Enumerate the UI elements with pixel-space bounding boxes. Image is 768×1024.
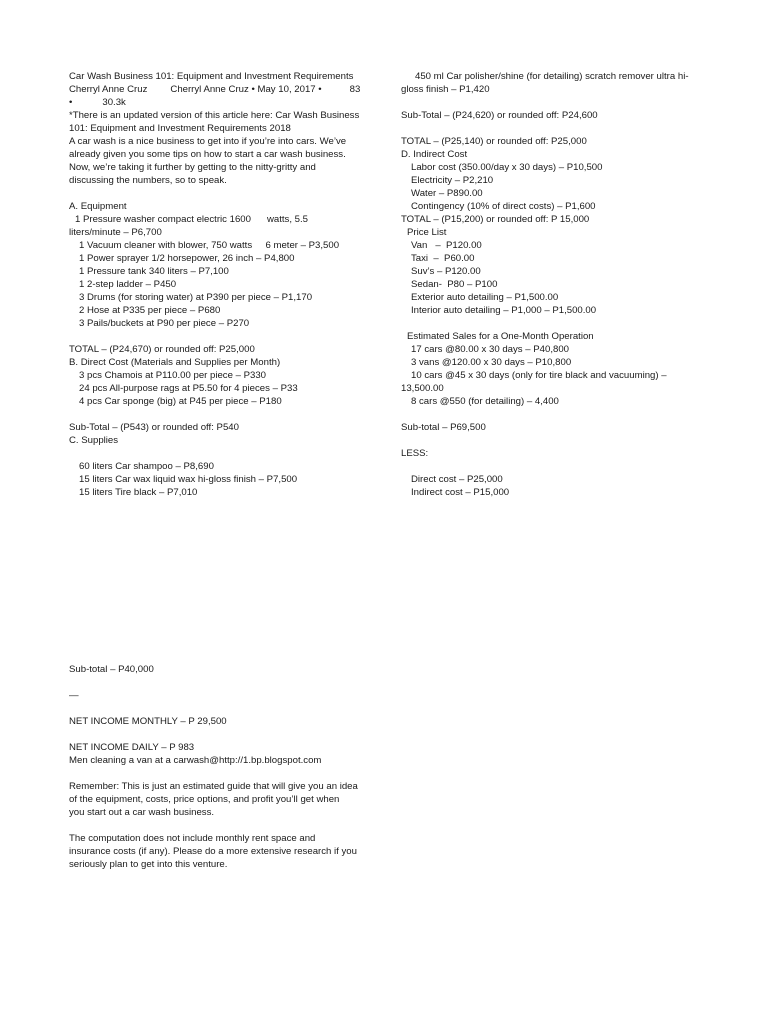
author-name: Cherryl Anne Cruz bbox=[69, 84, 148, 95]
bullet: • bbox=[69, 97, 73, 108]
list-item: 450 ml Car polisher/shine (for detailing) scratch remover ultra hi- bbox=[415, 71, 689, 82]
list-item: gloss finish – P1,420 bbox=[401, 84, 490, 95]
view-count: 30.3k bbox=[102, 97, 126, 108]
article-title: Car Wash Business 101: Equipment and Investment Requirements bbox=[69, 71, 354, 82]
section-heading: B. Direct Cost (Materials and Supplies per Month) bbox=[69, 357, 281, 368]
section-heading: A. Equipment bbox=[69, 201, 127, 212]
subtotal-line: Sub-total – P69,500 bbox=[401, 422, 486, 433]
left-column bbox=[69, 70, 369, 499]
price-item: Taxi – P60.00 bbox=[411, 253, 475, 264]
image-caption: Men cleaning a van at a carwash@http://1.bp.blogspot.com bbox=[69, 755, 322, 766]
list-item: 8 cars @550 (for detailing) – 4,400 bbox=[411, 396, 559, 407]
stats-line bbox=[69, 96, 369, 109]
dash-separator: — bbox=[69, 690, 79, 701]
byline: Cherryl Anne Cruz Cherryl Anne Cruz • May 10, 2017 • 83 bbox=[69, 84, 361, 95]
net-income-daily: NET INCOME DAILY – P 983 bbox=[69, 742, 195, 753]
list-item: 1 2-step ladder – P450 bbox=[79, 279, 177, 290]
list-item: Electricity – P2,210 bbox=[411, 175, 494, 186]
less-heading: LESS: bbox=[401, 448, 429, 459]
list-item: 3 Pails/buckets at P90 per piece – P270 bbox=[79, 318, 250, 329]
list-item: Direct cost – P25,000 bbox=[411, 474, 503, 485]
list-item: 17 cars @80.00 x 30 days – P40,800 bbox=[411, 344, 570, 355]
intro-text: Now, we’re taking it further by getting to the nitty-gritty and bbox=[69, 162, 316, 173]
page-count: 83 bbox=[349, 84, 361, 95]
disclaimer-note: seriously plan to get into this venture. bbox=[69, 859, 228, 870]
remember-note: you start out a car wash business. bbox=[69, 807, 215, 818]
section-heading: Estimated Sales for a One-Month Operation bbox=[407, 331, 594, 342]
remember-note: Remember: This is just an estimated guide that will give you an idea bbox=[69, 781, 358, 792]
total-line: TOTAL – (P24,670) or rounded off: P25,000 bbox=[69, 344, 255, 355]
list-item: 15 liters Car wax liquid wax hi-gloss finish – P7,500 bbox=[79, 474, 298, 485]
price-item: Interior auto detailing – P1,000 – P1,500.00 bbox=[411, 305, 597, 316]
list-item: 60 liters Car shampoo – P8,690 bbox=[79, 461, 214, 472]
section-heading: D. Indirect Cost bbox=[401, 149, 468, 160]
price-item: Suv’s – P120.00 bbox=[411, 266, 481, 277]
list-item: liters/minute – P6,700 bbox=[69, 227, 162, 238]
net-income-monthly: NET INCOME MONTHLY – P 29,500 bbox=[69, 716, 227, 727]
price-item: Van – P120.00 bbox=[411, 240, 482, 251]
list-item: 24 pcs All-purpose rags at P5.50 for 4 pieces – P33 bbox=[79, 383, 298, 394]
author-name: Cherryl Anne Cruz bbox=[170, 84, 249, 95]
subtotal-line: Sub-Total – (P543) or rounded off: P540 bbox=[69, 422, 239, 433]
intro-text: A car wash is a nice business to get into if you’re into cars. We’ve bbox=[69, 136, 347, 147]
intro-text: discussing the numbers, so to speak. bbox=[69, 175, 227, 186]
disclaimer-note: The computation does not include monthly rent space and bbox=[69, 833, 316, 844]
list-item: 3 vans @120.00 x 30 days – P10,800 bbox=[411, 357, 572, 368]
list-item: 15 liters Tire black – P7,010 bbox=[79, 487, 198, 498]
bottom-section bbox=[69, 663, 369, 871]
section-heading: C. Supplies bbox=[69, 435, 119, 446]
intro-text: already given you some tips on how to start a car wash business. bbox=[69, 149, 346, 160]
list-item: Water – P890.00 bbox=[411, 188, 483, 199]
subtotal-line: Sub-Total – (P24,620) or rounded off: P24,600 bbox=[401, 110, 598, 121]
list-item: 1 Power sprayer 1/2 horsepower, 26 inch – P4,800 bbox=[79, 253, 295, 264]
list-item: 4 pcs Car sponge (big) at P45 per piece – P180 bbox=[79, 396, 282, 407]
total-line: TOTAL – (P25,140) or rounded off: P25,000 bbox=[401, 136, 587, 147]
right-column bbox=[401, 70, 706, 499]
list-item: 13,500.00 bbox=[401, 383, 444, 394]
list-item: 1 Pressure tank 340 liters – P7,100 bbox=[79, 266, 229, 277]
list-item: 1 Pressure washer compact electric 1600 watts, 5.5 bbox=[75, 214, 309, 225]
update-note: *There is an updated version of this article here: Car Wash Business bbox=[69, 110, 360, 121]
total-line: TOTAL – (P15,200) or rounded off: P 15,000 bbox=[401, 214, 590, 225]
publish-date: May 10, 2017 bbox=[257, 84, 316, 95]
list-item: Indirect cost – P15,000 bbox=[411, 487, 510, 498]
section-heading: Price List bbox=[407, 227, 447, 238]
list-item: 10 cars @45 x 30 days (only for tire black and vacuuming) – bbox=[411, 370, 667, 381]
update-note: 101: Equipment and Investment Requirements 2018 bbox=[69, 123, 291, 134]
list-item: 3 pcs Chamois at P110.00 per piece – P330 bbox=[79, 370, 267, 381]
disclaimer-note: insurance costs (if any). Please do a more extensive research if you bbox=[69, 846, 357, 857]
list-item: 3 Drums (for storing water) at P390 per piece – P1,170 bbox=[79, 292, 313, 303]
price-item: Exterior auto detailing – P1,500.00 bbox=[411, 292, 559, 303]
list-item: 1 Vacuum cleaner with blower, 750 watts 6 meter – P3,500 bbox=[79, 240, 340, 251]
list-item: Labor cost (350.00/day x 30 days) – P10,500 bbox=[411, 162, 603, 173]
price-item: Sedan- P80 – P100 bbox=[411, 279, 498, 290]
subtotal-line: Sub-total – P40,000 bbox=[69, 664, 154, 675]
list-item: 2 Hose at P335 per piece – P680 bbox=[79, 305, 221, 316]
list-item: Contingency (10% of direct costs) – P1,600 bbox=[411, 201, 596, 212]
remember-note: of the equipment, costs, price options, and profit you’ll get when bbox=[69, 794, 340, 805]
